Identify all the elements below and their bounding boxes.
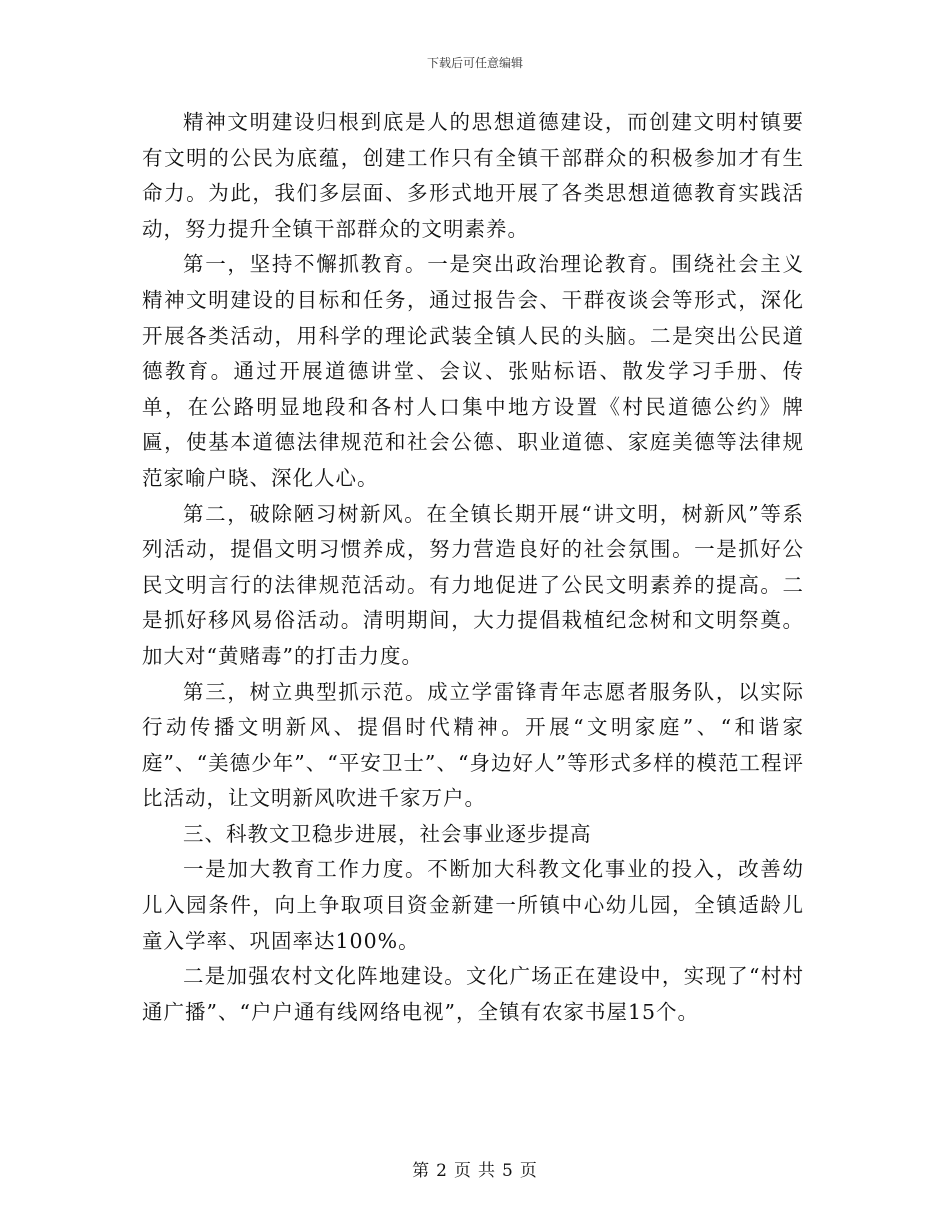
- paragraph-2: 第一，坚持不懈抓教育。一是突出政治理论教育。围绕社会主义精神文明建设的目标和任务，通过报告会、干群夜谈会等形式，深化开展各类活动，用科学的理论武装全镇人民的头脑。二是突出公民道德教育。通过开展道德讲堂、会议、张贴标语、散发学习手册、传单，在公路明显地段和各村人口集中地方设置《村民道德公约》牌匾，使基本道德法律规范和社会公德、职业道德、家庭美德等法律规范家喻户晓、深化人心。: [142, 252, 804, 490]
- paragraph-3: 第二，破除陋习树新风。在全镇长期开展“讲文明，树新风”等系列活动，提倡文明习惯养成，努力营造良好的社会氛围。一是抓好公民文明言行的法律规范活动。有力地促进了公民文明素养的提高。二是抓好移风易俗活动。清明期间，大力提倡栽植纪念树和文明祭奠。加大对“黄赌毒”的打击力度。: [142, 501, 804, 668]
- paragraph-6: 二是加强农村文化阵地建设。文化广场正在建设中，实现了“村村通广播”、“户户通有线网络电视”，全镇有农家书屋15个。: [142, 964, 804, 1024]
- footer-total-pages: 5: [502, 1161, 514, 1181]
- footer-page-word: 页: [454, 1161, 472, 1181]
- footer-prefix: 第: [412, 1161, 431, 1181]
- document-body: [142, 105, 804, 1030]
- page-header: 下载后可任意编辑: [426, 56, 523, 70]
- paragraph-5: 一是加大教育工作力度。不断加大科教文化事业的投入，改善幼儿入园条件，向上争取项目资金新建一所镇中心幼儿园，全镇适龄儿童入学率、巩固率达100%。: [142, 857, 804, 953]
- footer-current-page: 2: [436, 1161, 448, 1181]
- section-heading: 三、科教文卫稳步进展，社会事业逐步提高: [183, 821, 592, 846]
- page-footer: [0, 1156, 950, 1181]
- footer-suffix: 页: [519, 1161, 538, 1181]
- footer-total-word: 共: [478, 1161, 496, 1181]
- paragraph-4: 第三，树立典型抓示范。成立学雷锋青年志愿者服务队，以实际行动传播文明新风、提倡时代精神。开展“文明家庭”、“和谐家庭”、“美德少年”、“平安卫士”、“身边好人”等形式多样的模范工程评比活动，让文明新风吹进千家万户。: [142, 679, 804, 811]
- paragraph-1: 精神文明建设归根到底是人的思想道德建设，而创建文明村镇要有文明的公民为底蕴，创建工作只有全镇干部群众的积极参加才有生命力。为此，我们多层面、多形式地开展了各类思想道德教育实践活动，努力提升全镇干部群众的文明素养。: [142, 110, 804, 241]
